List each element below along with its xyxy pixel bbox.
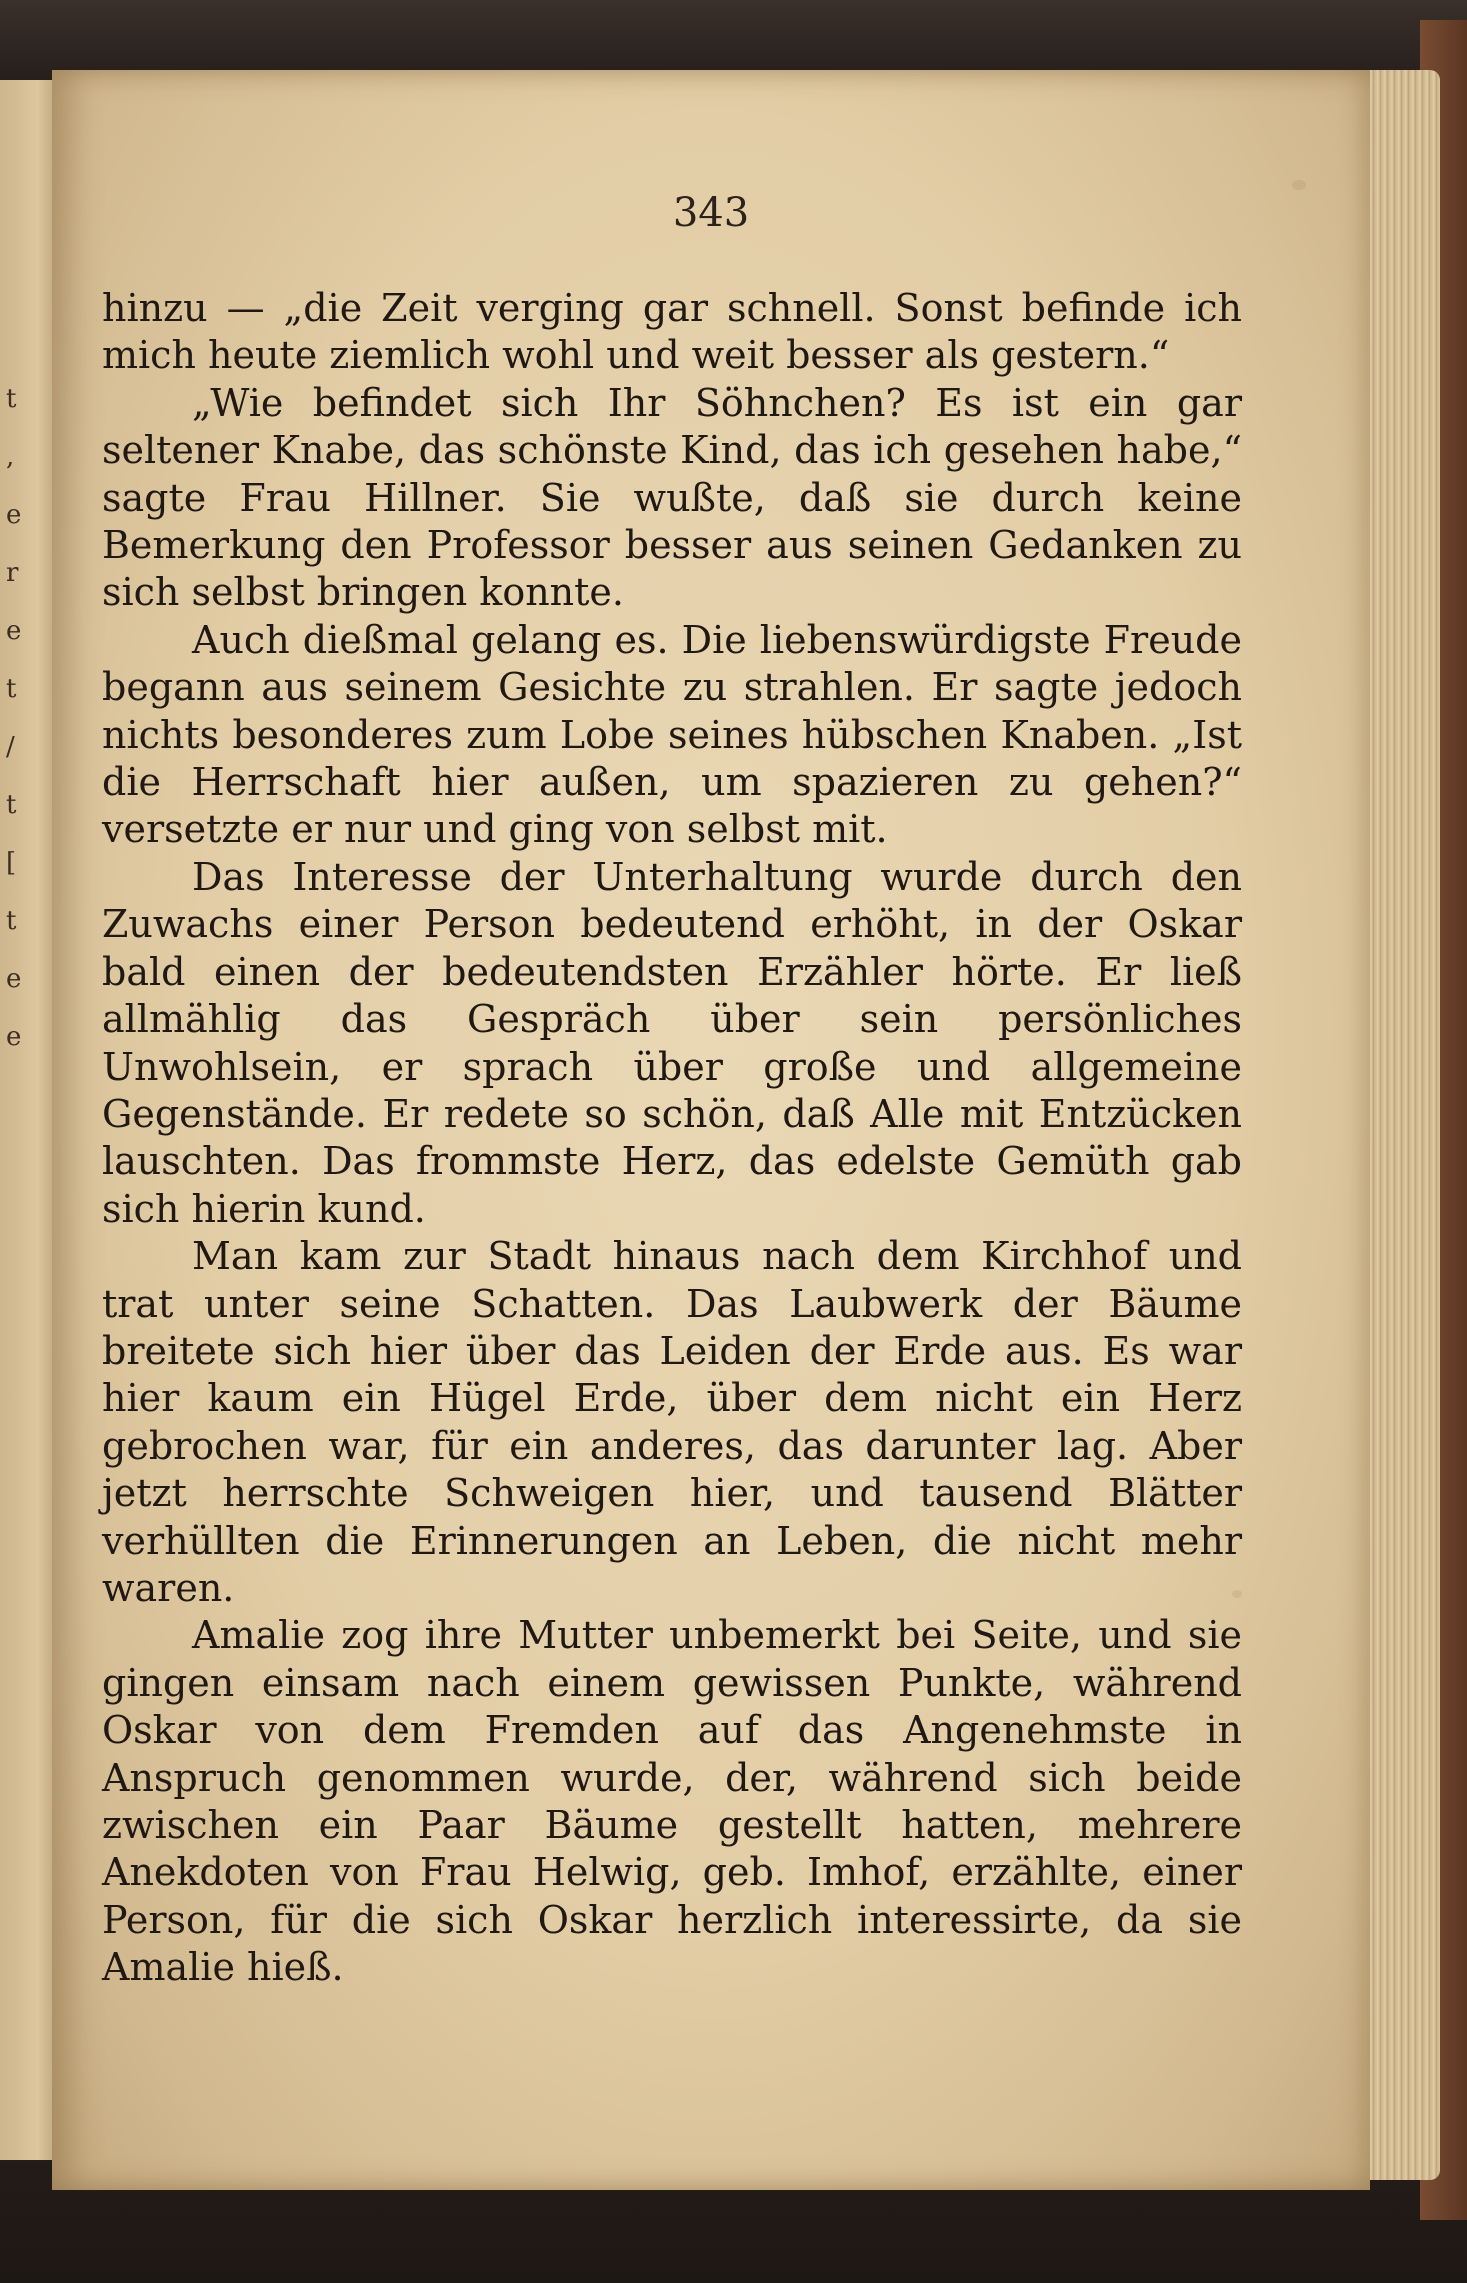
paragraph: „Wie befindet sich Ihr Söhnchen? Es ist ein gar seltener Knabe, das schönste Kind, das ich gesehen habe,“ sagte Frau Hillner. Sie wußte, daß sie durch keine Bemerkung den Professor besser aus seinen Gedanken zu sich selbst bringen konnte.: [102, 380, 1242, 615]
left-mark: t: [6, 906, 17, 936]
paragraph: Man kam zur Stadt hinaus nach dem Kirchhof und trat unter seine Schatten. Das Laubwerk der Bäume breitete sich hier über das Leiden der Erde aus. Es war hier kaum ein Hügel Erde, über dem nicht ein Herz gebrochen war, für ein anderes, das darunter lag. Aber jetzt herrschte Schweigen hier, und tausend Blätter verhüllten die Erinnerungen an Leben, die nicht mehr waren.: [102, 1234, 1242, 1610]
paragraph: Das Interesse der Unterhaltung wurde durch den Zuwachs einer Person bedeutend erhöht, in der Oskar bald einen der bedeutendsten Erzähler hörte. Er ließ allmählig das Gespräch über sein persönliches Unwohlsein, er sprach über große und allgemeine Gegenstände. Er redete so schön, daß Alle mit Entzücken lauschten. Das frommste Herz, das edelste Gemüth gab sich hierin kund.: [102, 854, 1242, 1231]
body-text: [102, 285, 1242, 1992]
left-page-marks: [6, 370, 26, 1066]
left-mark: e: [6, 1022, 22, 1052]
left-mark: ,: [6, 442, 15, 472]
left-mark: t: [6, 674, 17, 704]
left-mark: e: [6, 964, 22, 994]
paragraph: Amalie zog ihre Mutter unbemerkt bei Seite, und sie gingen einsam nach einem gewissen Punkte, während Oskar von dem Fremden auf das Angenehmste in Anspruch genommen wurde, der, während sich beide zwischen ein Paar Bäume gestellt hatten, mehrere Anekdoten von Frau Helwig, geb. Imhof, erzählte, einer Person, für die sich Oskar herzlich interessirte, da sie Amalie hieß.: [102, 1613, 1242, 1990]
left-mark: e: [6, 500, 22, 530]
left-mark: r: [6, 558, 19, 588]
paper-stain: [1292, 180, 1306, 190]
left-mark: t: [6, 384, 17, 414]
book-page: [52, 70, 1370, 2190]
paragraph: Auch dießmal gelang es. Die liebenswürdigste Freude begann aus seinem Gesichte zu strahlen. Er sagte jedoch nichts besonderes zum Lobe seines hübschen Knaben. „Ist die Herrschaft hier außen, um spazieren zu gehen?“ versetzte er nur und ging von selbst mit.: [102, 617, 1242, 852]
left-mark: e: [6, 616, 22, 646]
page-number: 343: [672, 190, 750, 236]
paragraph: hinzu — „die Zeit verging gar schnell. Sonst befinde ich mich heute ziemlich wohl und weit besser als gestern.“: [102, 286, 1242, 378]
left-mark: /: [6, 732, 15, 762]
left-mark: t: [6, 790, 17, 820]
page-stack-edge: [1360, 70, 1440, 2180]
left-mark: [: [6, 848, 17, 878]
